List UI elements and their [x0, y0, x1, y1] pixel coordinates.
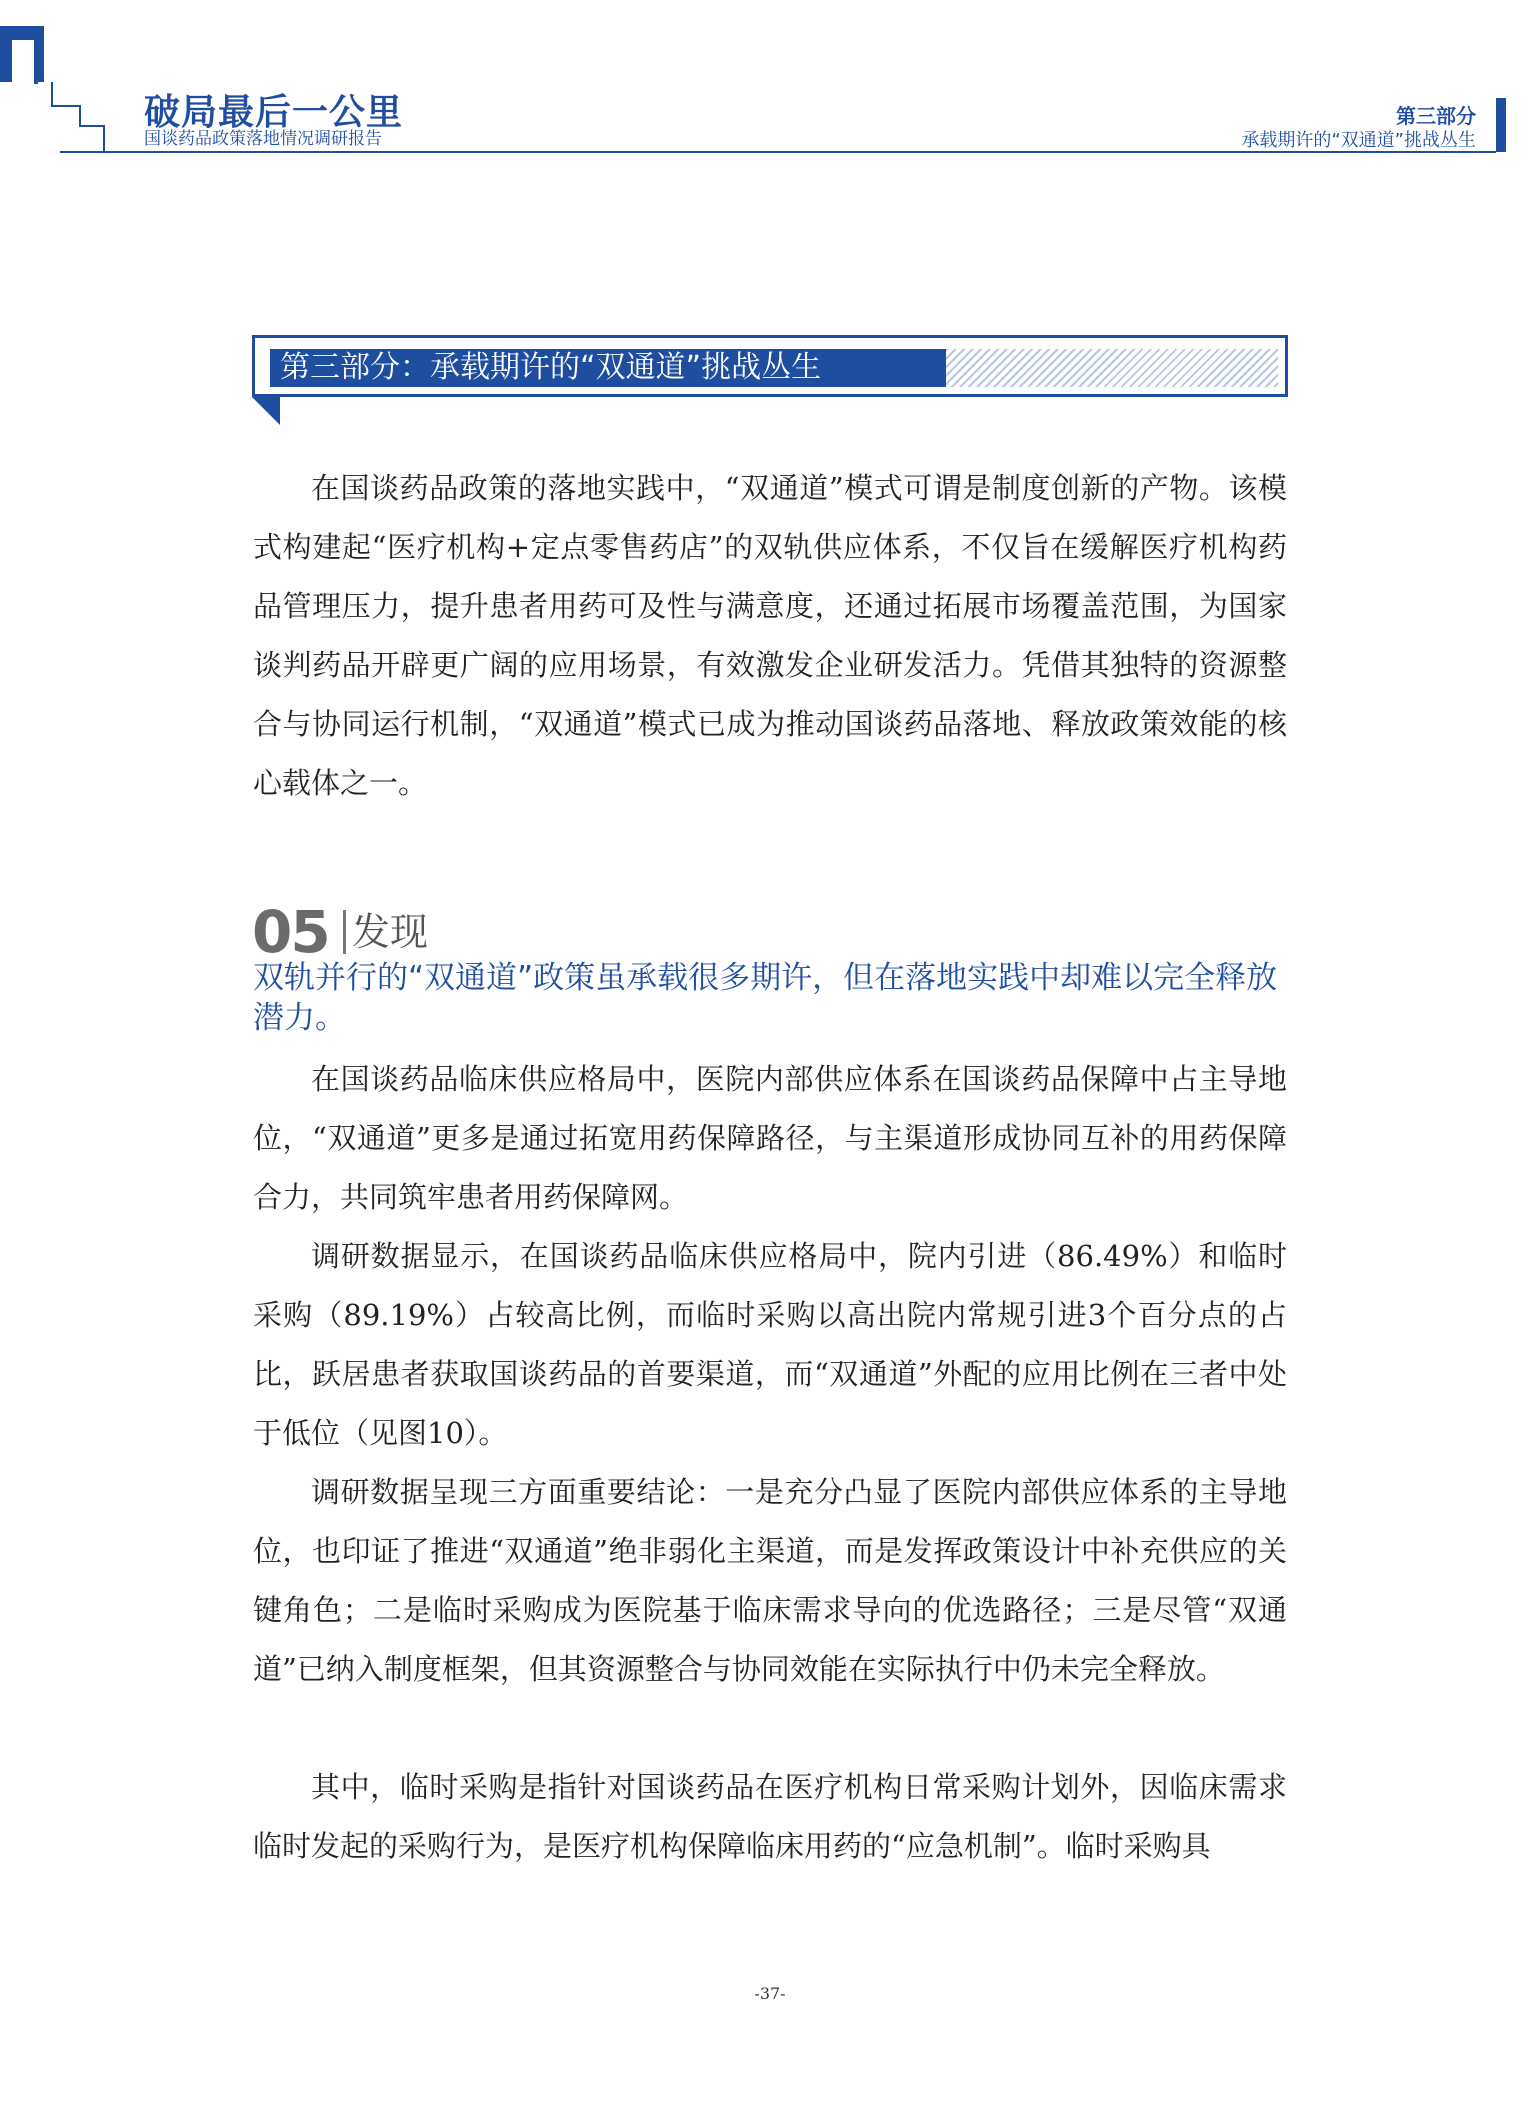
finding-label: 发现	[352, 910, 429, 954]
body-paragraph-4: 其中，临时采购是指针对国谈药品在医疗机构日常采购计划外，因临床需求临时发起的采购行为，是医疗机构保障临床用药的“应急机制”。临时采购具	[253, 1770, 1287, 1863]
header-right-bar	[1496, 98, 1506, 152]
section-label: 第三部分	[1396, 104, 1476, 128]
finding-number: 05	[252, 898, 329, 966]
body-paragraph-2: 调研数据显示，在国谈药品临床供应格局中，院内引进（86.49%）和临时采购（89.19%）占较高比例，而临时采购以高出院内常规引进3个百分点的占比，跃居患者获取国谈药品的首要渠道，而“双通道”外配的应用比例在三者中处于低位（见图10）。	[253, 1239, 1287, 1450]
section-banner-title: 第三部分：承载期许的“双通道”挑战丛生	[280, 350, 822, 385]
body-paragraph-3: 调研数据呈现三方面重要结论：一是充分凸显了医院内部供应体系的主导地位，也印证了推进“双通道”绝非弱化主渠道，而是发挥政策设计中补充供应的关键角色；二是临时采购成为医院基于临床需求导向的优选路径；三是尽管“双通道”已纳入制度框架，但其资源整合与协同效能在实际执行中仍未完全释放。	[253, 1475, 1287, 1686]
report-subtitle: 国谈药品政策落地情况调研报告	[144, 129, 382, 149]
intro-paragraph: 在国谈药品政策的落地实践中，“双通道”模式可谓是制度创新的产物。该模式构建起“医疗机构+定点零售药店”的双轨供应体系，不仅旨在缓解医疗机构药品管理压力，提升患者用药可及性与满意度，还通过拓展市场覆盖范围，为国家谈判药品开辟更广阔的应用场景，有效激发企业研发活力。凭借其独特的资源整合与协同运行机制，“双通道”模式已成为推动国谈药品落地、释放政策效能的核心载体之一。	[253, 471, 1287, 800]
body-paragraph-1: 在国谈药品临床供应格局中，医院内部供应体系在国谈药品保障中占主导地位，“双通道”更多是通过拓宽用药保障路径，与主渠道形成协同互补的用药保障合力，共同筑牢患者用药保障网。	[253, 1062, 1287, 1214]
section-sublabel: 承载期许的“双通道”挑战丛生	[1241, 130, 1476, 151]
section-banner-hatch	[946, 349, 1278, 387]
header-rule	[60, 151, 1496, 153]
finding-separator	[343, 910, 346, 954]
report-title: 破局最后一公里	[144, 92, 404, 133]
section-banner-tail	[252, 397, 280, 425]
header-step-lines	[0, 0, 160, 160]
finding-summary: 双轨并行的“双通道”政策虽承载很多期许，但在落地实践中却难以完全释放潜力。	[253, 960, 1278, 1036]
page-number: -37-	[754, 1984, 786, 2003]
